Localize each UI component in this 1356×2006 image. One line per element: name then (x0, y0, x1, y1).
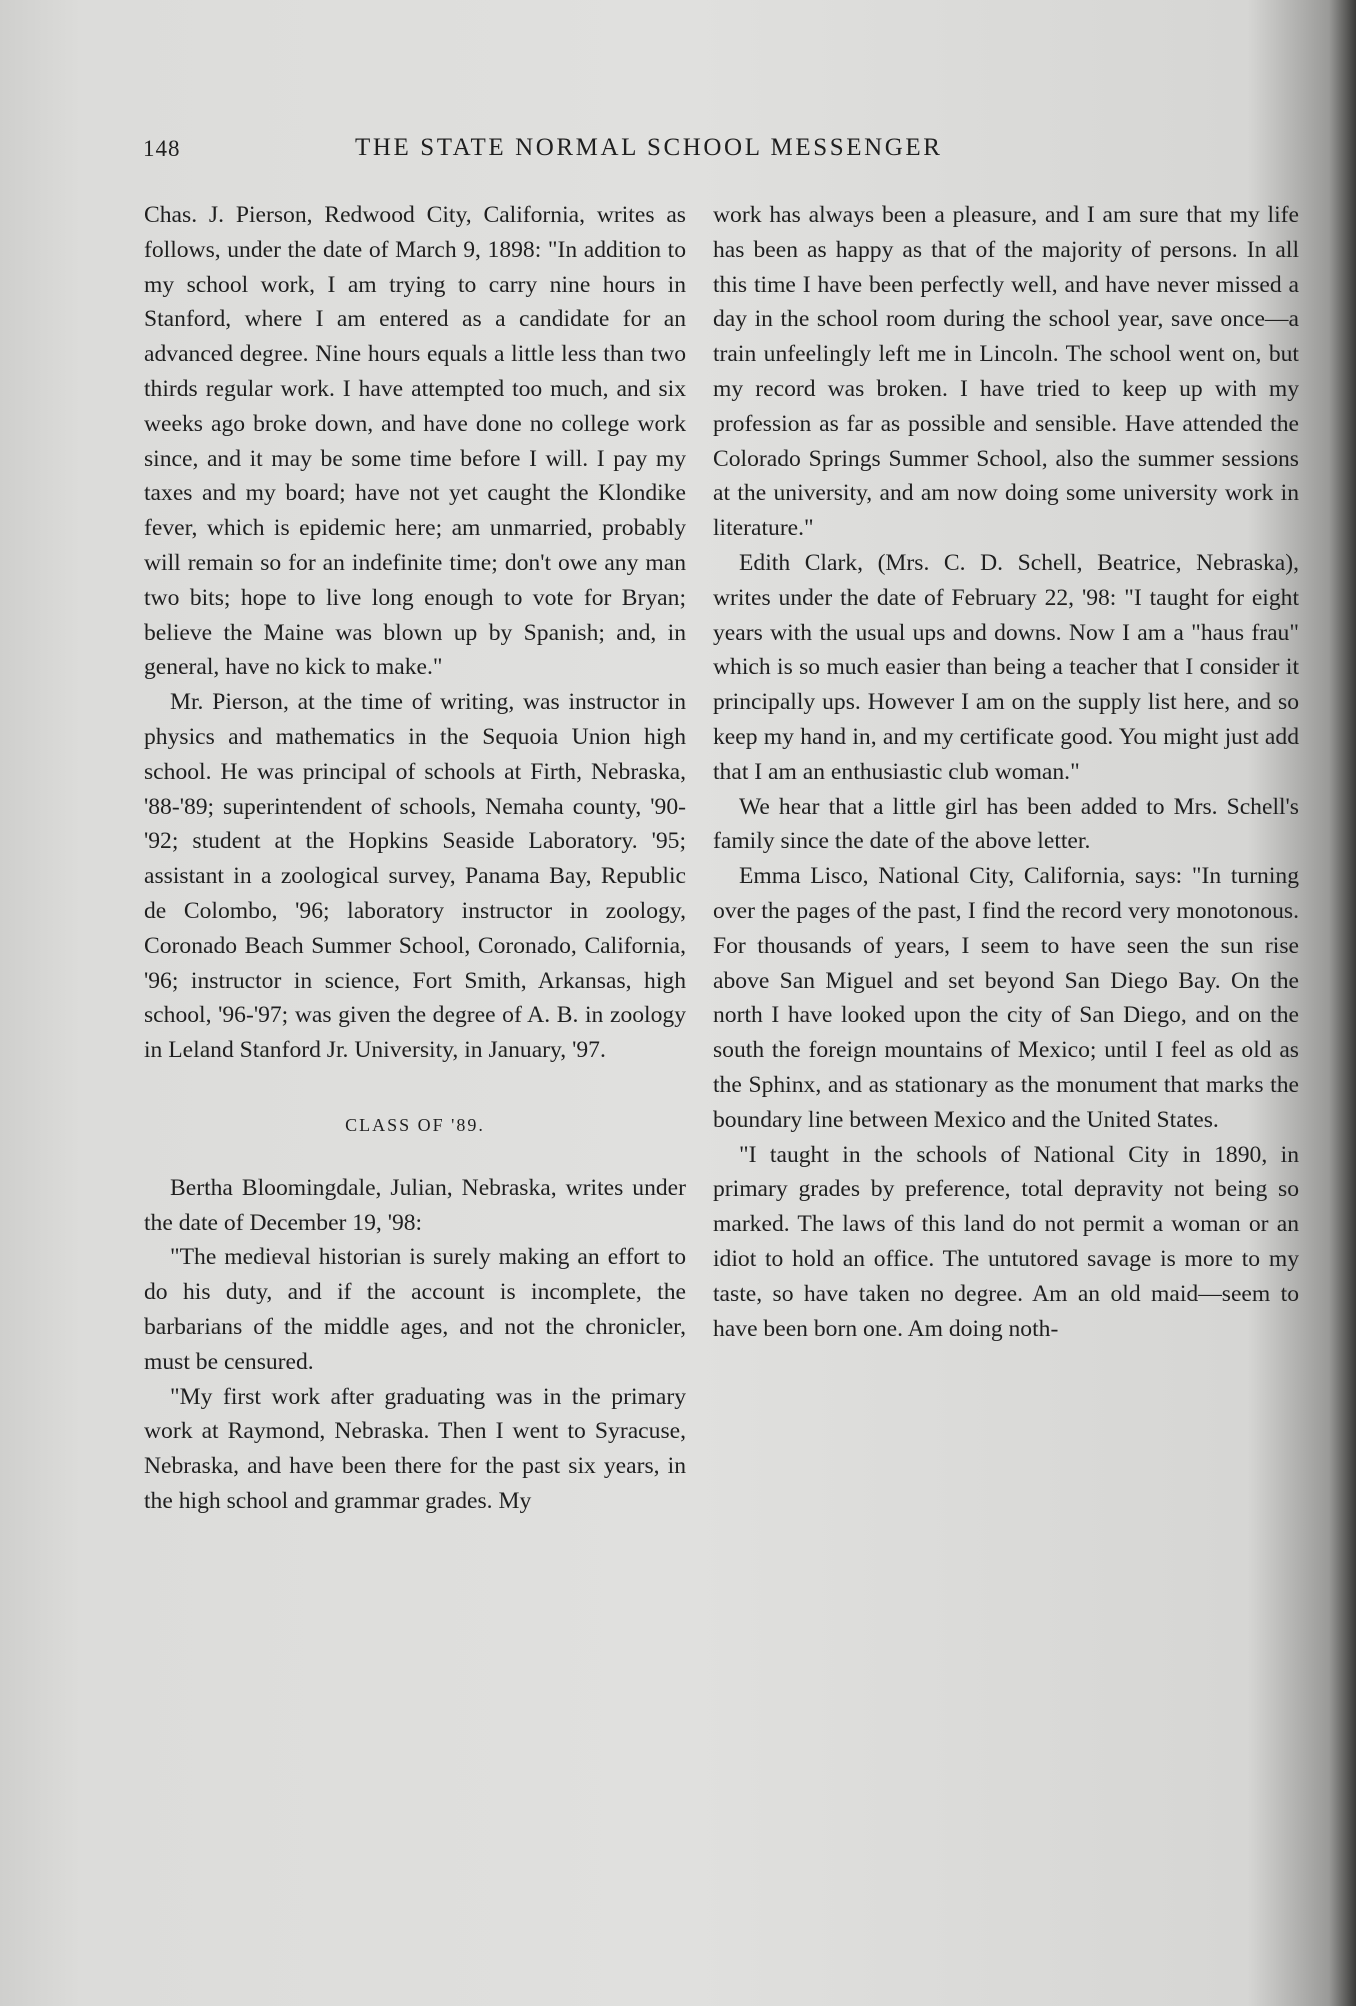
right-column (713, 198, 1299, 1346)
section-heading-class-of-89: CLASS OF '89. (345, 1114, 485, 1135)
paragraph-schell-family: We hear that a little girl has been added to Mrs. Schell's family since the date of the above letter. (713, 793, 1299, 855)
paragraph-lisco-teaching: "I taught in the schools of National City in 1890, in primary grades by preference, total depravity not being so marked. The laws of this land do not permit a woman or an idiot to hold an office. The untutored savage is more to my taste, so have taken no degree. Am an old maid—seem to have been born one. Am doing noth- (713, 1141, 1299, 1342)
paragraph-bloomingdale-intro: Bertha Bloomingdale, Julian, Nebraska, writes under the date of December 19, '98: (144, 1174, 686, 1236)
running-head: THE STATE NORMAL SCHOOL MESSENGER (355, 134, 943, 161)
paragraph-pierson-career: Mr. Pierson, at the time of writing, was instructor in physics and mathematics in the Sequoia Union high school. He was principal of schools at Firth, Nebraska, '88-'89; superintendent of schools, Nemaha county, '90-'92; student at the Hopkins Seaside Laboratory. '95; assistant in a zoological survey, Panama Bay, Republic de Colombo, '96; laboratory instructor in zoology, Coronado Beach Summer School, Coronado, California, '96; instructor in science, Fort Smith, Arkansas, high school, '96-'97; was given the degree of A. B. in zoology in Leland Stanford Jr. University, in January, '97. (144, 689, 686, 1064)
left-column (144, 198, 686, 1519)
paragraph-lisco-letter: Emma Lisco, National City, California, says: "In turning over the pages of the past, I find the record very monotonous. For thousands of years, I seem to have seen the sun rise above San Miguel and set beyond San Diego Bay. On the north I have looked upon the city of San Diego, and on the south the foreign mountains of Mexico; until I feel as old as the Sphinx, and as stationary as the monument that marks the boundary line between Mexico and the United States. (713, 863, 1299, 1133)
paragraph-bloomingdale-quote-2: "My first work after graduating was in the primary work at Raymond, Nebraska. Then I went to Syracuse, Nebraska, and have been there for the past six years, in the high school and grammar grades. My (144, 1383, 686, 1514)
paragraph-clark-letter: Edith Clark, (Mrs. C. D. Schell, Beatrice, Nebraska), writes under the date of February 22, '98: "I taught for eight years with the usual ups and downs. Now I am a "haus frau" which is so much easier than being a teacher that I consider it principally ups. However I am on the supply list here, and so keep my hand in, and my certificate good. You might just add that I am an enthusiastic club woman." (713, 549, 1299, 785)
page-number: 148 (143, 136, 181, 161)
paragraph-bloomingdale-quote-1: "The medieval historian is surely making an effort to do his duty, and if the account is incomplete, the barbarians of the middle ages, and not the chronicler, must be censured. (144, 1244, 686, 1375)
paragraph-bloomingdale-continued: work has always been a pleasure, and I am sure that my life has been as happy as that of the majority of persons. In all this time I have been perfectly well, and have never missed a day in the school room during the school year, save once—a train unfeelingly left me in Lincoln. The school went on, but my record was broken. I have tried to keep up with my profession as far as possible and sensible. Have attended the Colorado Springs Summer School, also the summer sessions at the university, and am now doing some university work in literature." (713, 202, 1299, 542)
paragraph-pierson-letter: Chas. J. Pierson, Redwood City, California, writes as follows, under the date of March 9, 1898: "In addition to my school work, I am trying to carry nine hours in Stanford, where I am entered as a candidate for an advanced degree. Nine hours equals a little less than two thirds regular work. I have attempted too much, and six weeks ago broke down, and have done no college work since, and it may be some time before I will. I pay my taxes and my board; have not yet caught the Klondike fever, which is epidemic here; am unmarried, probably will remain so for an indefinite time; don't owe any man two bits; hope to live long enough to vote for Bryan; believe the Maine was blown up by Spanish; and, in general, have no kick to make." (144, 202, 686, 681)
